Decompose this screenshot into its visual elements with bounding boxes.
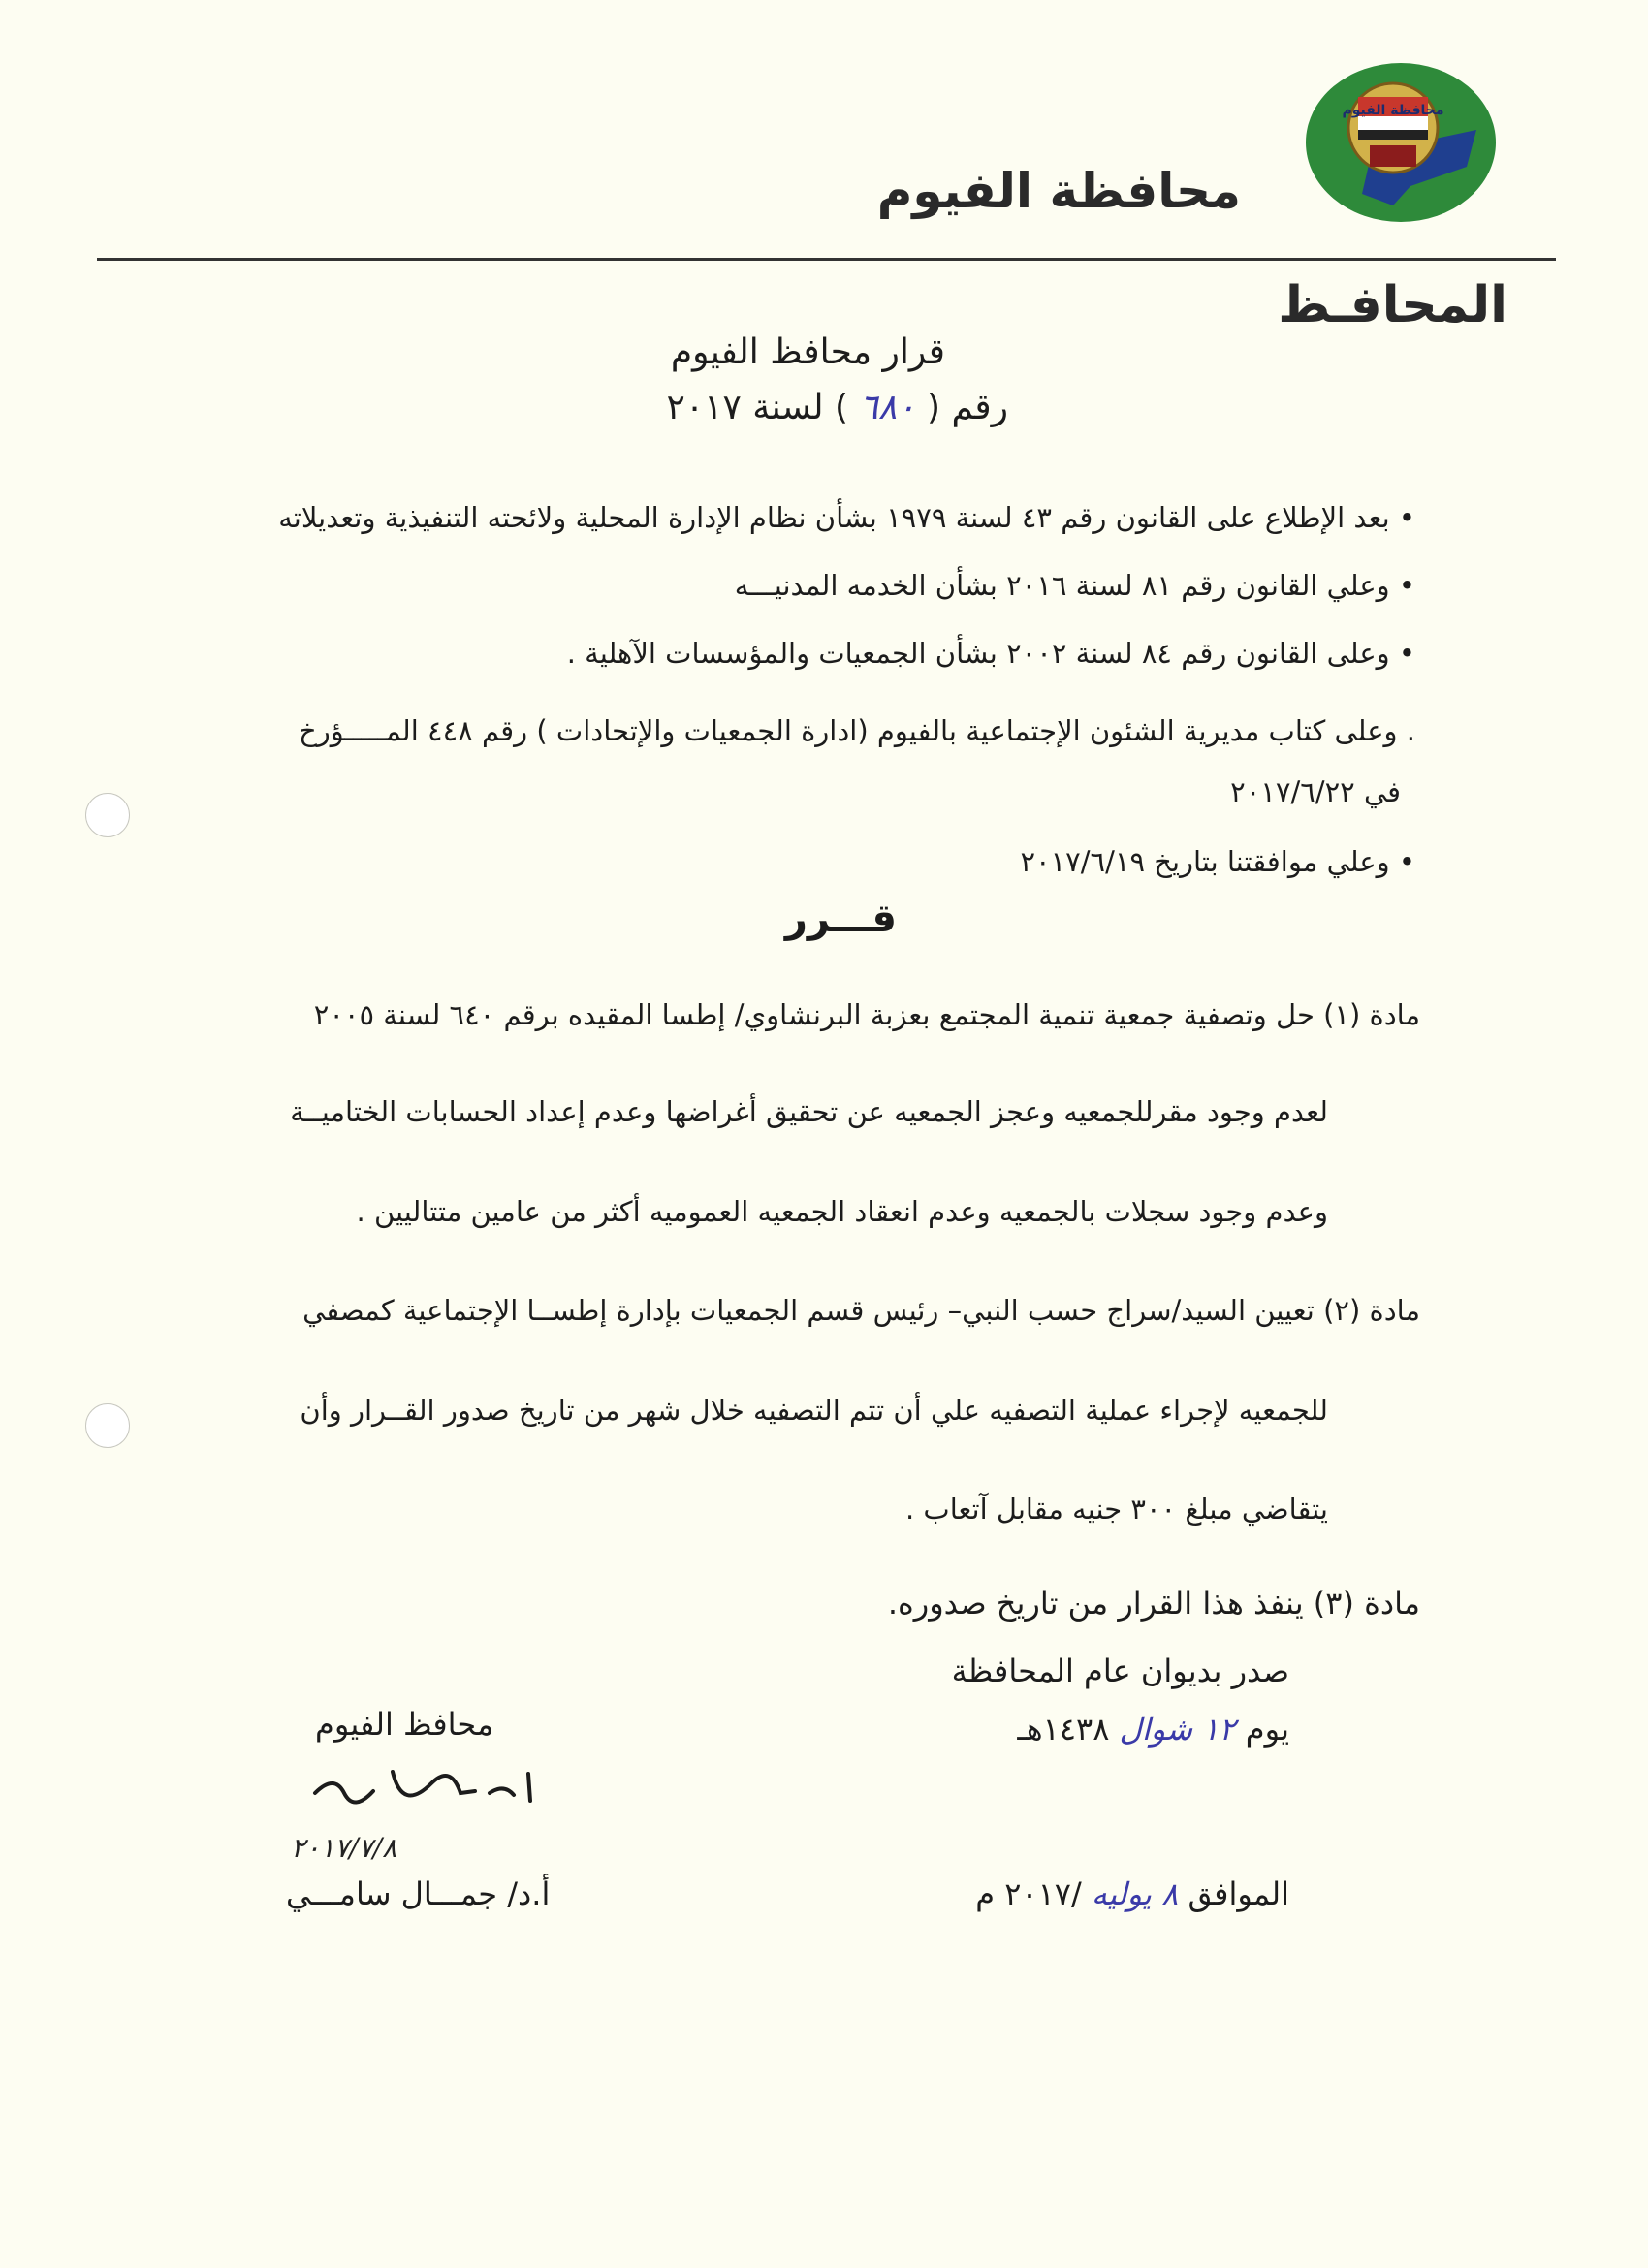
preamble-line-3: • وعلى القانون رقم ٨٤ لسنة ٢٠٠٢ بشأن الجمعيات والمؤسسات الآهلية . [566, 637, 1415, 670]
decree-title: قرار محافظ الفيوم [670, 332, 945, 372]
decree-number [667, 388, 1009, 427]
preamble-line-1: • بعد الإطلاع على القانون رقم ٤٣ لسنة ١٩٧٩ بشأن نظام الإدارة المحلية ولائحته التنفيذية وتعديلاته [278, 501, 1415, 534]
governorate-logo [1304, 60, 1498, 225]
gregorian-date [975, 1875, 1289, 1912]
issued-at: صدر بديوان عام المحافظة [951, 1653, 1289, 1689]
article-2-line-1: مادة (٢) تعيين السيد/سراج حسب النبي– رئيس قسم الجمعيات بإدارة إطســا الإجتماعية كمصفي [302, 1294, 1420, 1327]
decree-number-handwritten: ٦٨٠ [859, 388, 916, 427]
preamble-line-2: • وعلي القانون رقم ٨١ لسنة ٢٠١٦ بشأن الخدمه المدنيـــه [734, 569, 1415, 602]
preamble-line-4: . وعلى كتاب مديرية الشئون الإجتماعية بالفيوم (ادارة الجمعيات والإتحادات ) رقم ٤٤٨ المـــــؤرخ [298, 714, 1415, 747]
corresponding-handwritten: ٨ يوليه [1091, 1875, 1179, 1912]
preamble-line-5: في ٢٠١٧/٦/٢٢ [1230, 775, 1401, 808]
logo-text: محافظة الفيوم [1342, 103, 1444, 118]
decree-number-suffix: ) لسنة ٢٠١٧ [666, 388, 849, 427]
governorate-name: محافظة الفيوم [876, 163, 1241, 219]
article-2-line-2: للجمعيه لإجراء عملية التصفيه علي أن تتم التصفيه خلال شهر من تاريخ صدور القــرار وأن [300, 1394, 1328, 1427]
day-prefix: يوم [1245, 1711, 1289, 1748]
hijri-date [1017, 1711, 1289, 1748]
punch-hole-bottom [85, 1403, 130, 1448]
office-title: المحافـظ [1278, 276, 1507, 334]
preamble-line-6: • وعلي موافقتنا بتاريخ ٢٠١٧/٦/١٩ [1020, 845, 1415, 878]
article-1-line-3: وعدم وجود سجلات بالجمعيه وعدم انعقاد الجمعيه العموميه أكثر من عامين متتاليين . [356, 1195, 1328, 1228]
handwritten-signature [305, 1754, 548, 1842]
hijri-year: ١٤٣٨هـ [1017, 1711, 1110, 1748]
corresponding-prefix: الموافق [1188, 1875, 1289, 1912]
article-1-line-2: لعدم وجود مقرللجمعيه وعجز الجمعيه عن تحقيق أغراضها وعدم إعداد الحسابات الختاميــة [290, 1095, 1328, 1128]
gregorian-year: /٢٠١٧ م [975, 1875, 1082, 1912]
signatory-name: أ.د/ جمـــال سامـــي [286, 1875, 551, 1912]
decision-heading: قـــرر [784, 897, 897, 941]
article-2-line-3: يتقاضي مبلغ ٣٠٠ جنيه مقابل آتعاب . [904, 1493, 1328, 1526]
decree-number-prefix: رقم ( [926, 388, 1008, 427]
header-divider [97, 258, 1556, 261]
punch-hole-top [85, 793, 130, 837]
article-1-line-1: مادة (١) حل وتصفية جمعية تنمية المجتمع بعزبة البرنشاوي/ إطسا المقيده برقم ٦٤٠ لسنة ٢٠٠٥ [313, 998, 1420, 1031]
signatory-title: محافظ الفيوم [315, 1706, 494, 1743]
signature-date: ٢٠١٧/٧/٨ [291, 1832, 397, 1864]
day-handwritten: ١٢ شوال [1119, 1711, 1236, 1748]
article-3: مادة (٣) ينفذ هذا القرار من تاريخ صدوره. [887, 1585, 1420, 1622]
